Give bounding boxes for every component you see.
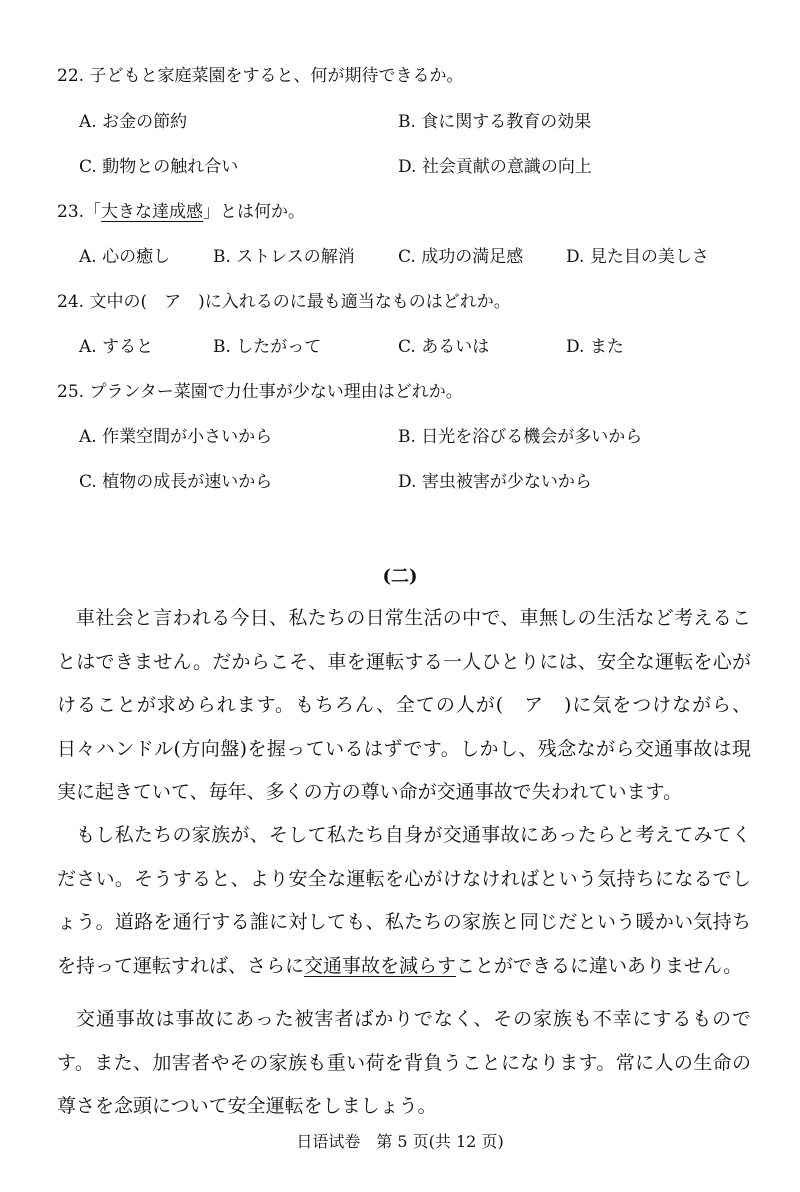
passage-underlined-phrase: 交通事故を減らす bbox=[304, 954, 457, 977]
question-22-option-d: D. 社会貢献の意識の向上 bbox=[398, 157, 592, 177]
question-24-option-b: B. したがって bbox=[213, 337, 322, 357]
question-25-option-d: D. 害虫被害が少ないから bbox=[398, 472, 592, 492]
question-23-option-d: D. 見た目の美しさ bbox=[566, 247, 709, 267]
question-24-stem: 24. 文中の( ア )に入れるのに最も適当なものはどれか。 bbox=[57, 292, 511, 312]
question-24-option-d: D. また bbox=[566, 337, 624, 357]
passage-paragraph-3: 交通事故は事故にあった被害者ばかりでなく、その家族も不幸にするものです。また、加害者やその家族も重い荷を背負うことになります。常に人の生命の尊さを念頭について安全運転をしましょう。 bbox=[57, 1008, 751, 1117]
question-23-option-b: B. ストレスの解消 bbox=[213, 247, 355, 267]
passage-paragraph-2-ending: ことができるに違いありません。 bbox=[456, 954, 743, 977]
question-25-option-b: B. 日光を浴びる機会が多いから bbox=[398, 427, 643, 447]
passage-paragraph-2-text: もし私たちの家族が、そして私たち自身が交通事故にあったらと考えてみてください。そうすると、より安全な運転を心がけなければという気持ちになるでしょう。道路を通行する誰に対しても、私たちの家族と同じだという暖かい気持ちを持って運転すれば、さらに bbox=[57, 824, 751, 977]
passage-paragraph-2 bbox=[57, 814, 751, 988]
question-25-option-c: C. 植物の成長が速いから bbox=[79, 472, 273, 492]
question-22-option-c: C. 動物との触れ合い bbox=[79, 157, 239, 177]
question-23-suffix: 」とは何か。 bbox=[203, 202, 306, 222]
question-22-stem: 22. 子どもと家庭菜園をすると、何が期待できるか。 bbox=[57, 66, 464, 86]
question-23-stem bbox=[57, 200, 305, 224]
question-23-option-c: C. 成功の満足感 bbox=[398, 247, 524, 267]
question-25-option-a: A. 作業空間が小さいから bbox=[79, 427, 273, 447]
question-23-prefix: 23.「 bbox=[57, 202, 102, 222]
question-24-option-a: A. すると bbox=[79, 337, 154, 357]
question-22-option-a: A. お金の節約 bbox=[79, 112, 188, 132]
question-23-option-a: A. 心の癒し bbox=[79, 247, 171, 267]
question-22-option-b: B. 食に関する教育の効果 bbox=[398, 112, 592, 132]
question-24-option-c: C. あるいは bbox=[398, 337, 490, 357]
page-footer: 日语试卷 第 5 页(共 12 页) bbox=[296, 1132, 504, 1151]
passage-paragraph-1: 車社会と言われる今日、私たちの日常生活の中で、車無しの生活など考えることはできません。だからこそ、車を運転する一人ひとりには、安全な運転を心がけることが求められます。もちろん、全ての人が( ア )に気をつけながら、日々ハンドル(方向盤)を握っているはずです。しかし、残念ながら交通事故は現実に起きていて、毎年、多くの方の尊い命が交通事故で失われています。 bbox=[57, 607, 751, 803]
section-heading: (二) bbox=[382, 566, 418, 587]
question-23-underlined-phrase: 大きな達成感 bbox=[101, 202, 204, 222]
question-25-stem: 25. プランター菜園で力仕事が少ない理由はどれか。 bbox=[57, 382, 463, 402]
